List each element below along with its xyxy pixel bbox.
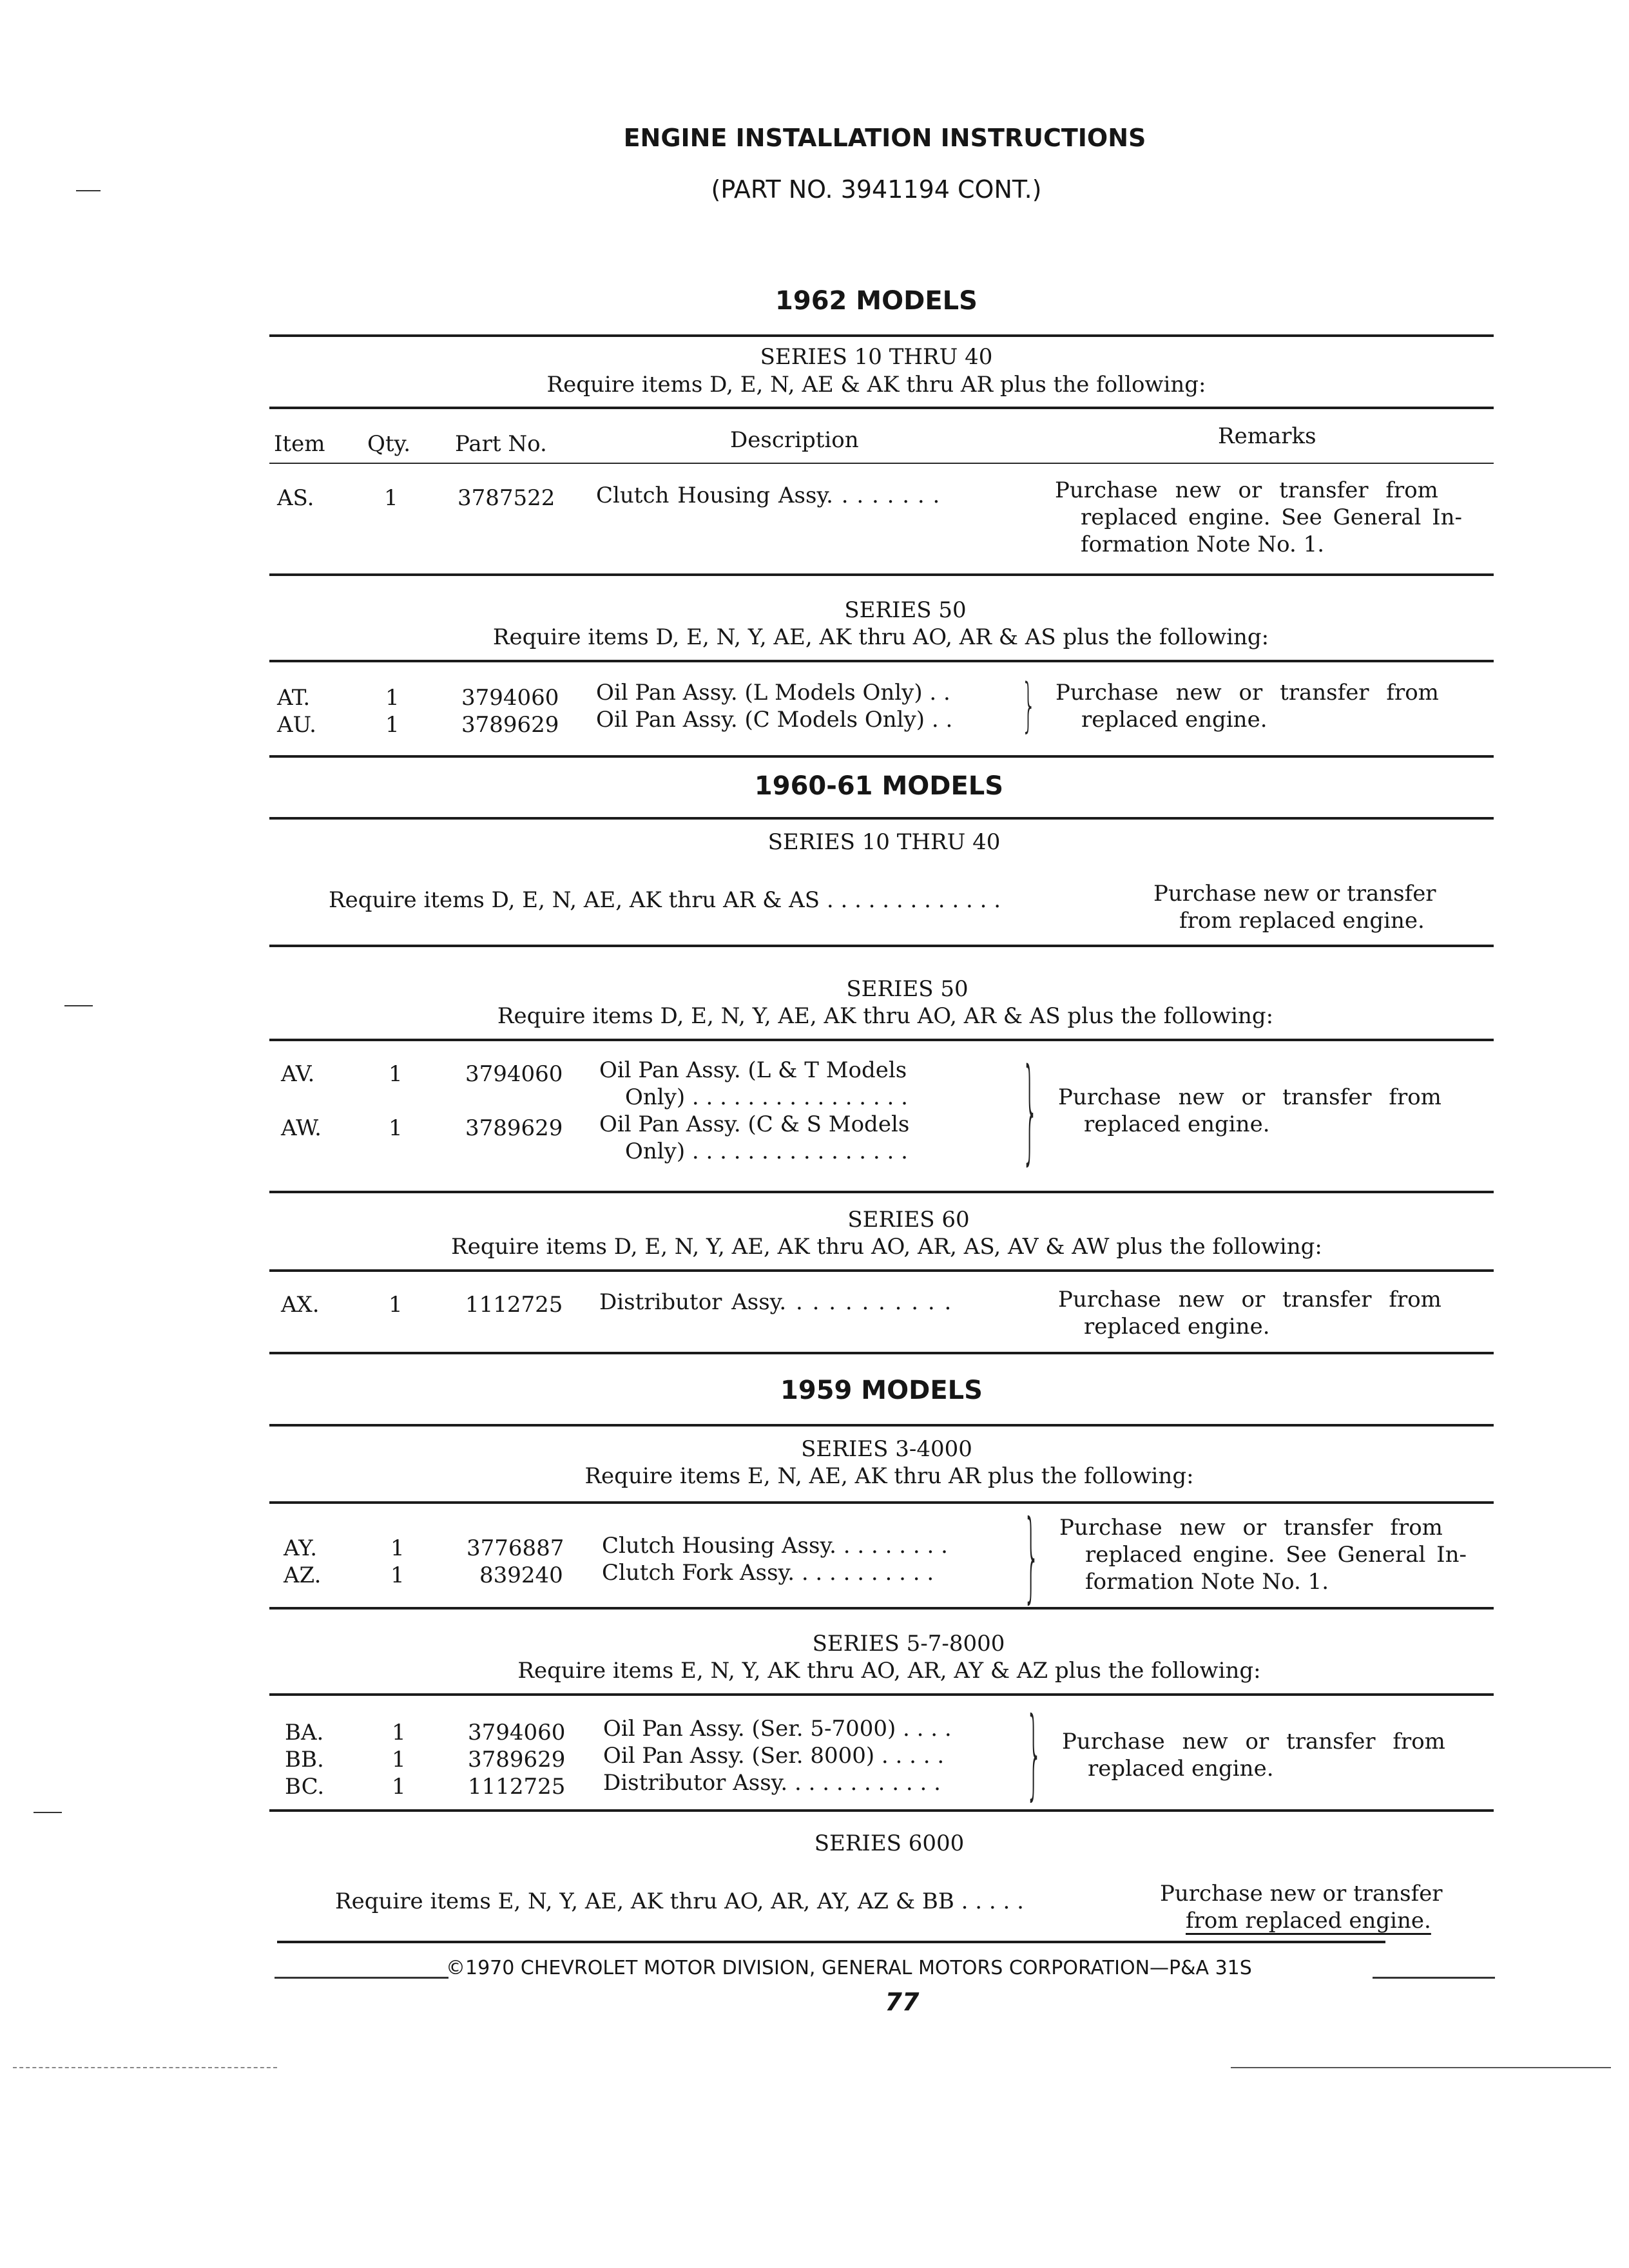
- remarks-line: Purchase new or transfer from: [1055, 680, 1439, 706]
- remarks-line: Purchase new or transfer from: [1058, 1287, 1441, 1312]
- series-name: SERIES 10 THRU 40: [767, 829, 1001, 855]
- row-qty: 1: [392, 1774, 406, 1800]
- row-description-cont: Only) . . . . . . . . . . . . . . . .: [625, 1084, 908, 1110]
- divider: [269, 1191, 1494, 1193]
- row-description: Clutch Housing Assy. . . . . . . .: [596, 483, 940, 508]
- right-brace: }: [1022, 1044, 1039, 1177]
- remarks-line: formation Note No. 1.: [1081, 532, 1325, 557]
- row-part-no: 3776887: [467, 1535, 564, 1561]
- row-item: BC.: [285, 1774, 325, 1800]
- footer-rule-right: [1373, 1977, 1495, 1979]
- row-item: AU.: [277, 712, 316, 738]
- margin-mark: [76, 190, 101, 191]
- divider: [269, 407, 1494, 409]
- row-description-cont: Only) . . . . . . . . . . . . . . . .: [625, 1139, 908, 1164]
- series-requirement: Require items D, E, N, Y, AE, AK thru AO, AR & AS plus the following:: [497, 1003, 1274, 1029]
- series-name: SERIES 50: [846, 976, 969, 1002]
- remarks-line: Purchase new or transfer from: [1059, 1515, 1443, 1541]
- remarks-line: Purchase new or transfer: [1153, 881, 1436, 907]
- row-item: AT.: [277, 685, 311, 711]
- row-qty: 1: [384, 485, 398, 511]
- row-part-no: 3794060: [461, 685, 559, 711]
- divider: [269, 1352, 1494, 1354]
- series-name: SERIES 10 THRU 40: [760, 344, 993, 370]
- margin-mark: [64, 1005, 93, 1006]
- row-qty: 1: [389, 1115, 403, 1141]
- divider: [269, 1269, 1494, 1272]
- series-requirement: Require items E, N, Y, AK thru AO, AR, AY & AZ plus the following:: [517, 1658, 1261, 1684]
- remarks-line: Purchase new or transfer: [1160, 1881, 1443, 1907]
- row-item: AW.: [281, 1115, 322, 1141]
- row-description: Oil Pan Assy. (Ser. 5-7000) . . . .: [603, 1716, 952, 1742]
- row-part-no: 3794060: [465, 1061, 563, 1087]
- remarks-line: from replaced engine.: [1179, 908, 1425, 934]
- remarks-line: formation Note No. 1.: [1085, 1569, 1329, 1595]
- remarks-line: replaced engine.: [1084, 1111, 1270, 1137]
- document-title: ENGINE INSTALLATION INSTRUCTIONS: [623, 124, 1146, 152]
- row-qty: 1: [390, 1562, 405, 1588]
- right-brace: }: [1026, 1696, 1043, 1811]
- row-description: Oil Pan Assy. (Ser. 8000) . . . . .: [603, 1743, 945, 1769]
- series-name: SERIES 5-7-8000: [812, 1631, 1005, 1657]
- divider: [269, 755, 1494, 758]
- scan-edge-rule: [13, 2067, 277, 2068]
- row-part-no: 3789629: [461, 712, 559, 738]
- row-item: AZ.: [284, 1562, 322, 1588]
- row-item: AV.: [281, 1061, 315, 1087]
- row-part-no: 3787522: [458, 485, 555, 511]
- row-qty: 1: [390, 1535, 405, 1561]
- row-description: Distributor Assy. . . . . . . . . . . .: [603, 1770, 941, 1796]
- row-qty: 1: [389, 1061, 403, 1087]
- row-item: BA.: [285, 1720, 324, 1745]
- series-name: SERIES 50: [844, 597, 967, 623]
- divider: [269, 945, 1494, 947]
- column-header-remarks: Remarks: [1218, 423, 1316, 449]
- section-title-1959: 1959 MODELS: [780, 1376, 983, 1405]
- row-item: AS.: [277, 485, 314, 511]
- row-qty: 1: [385, 685, 400, 711]
- remarks-line: replaced engine. See General In-: [1085, 1542, 1467, 1568]
- margin-mark: [34, 1812, 62, 1813]
- row-description: Oil Pan Assy. (L Models Only) . .: [596, 680, 950, 706]
- row-qty: 1: [385, 712, 400, 738]
- remarks-line: Purchase new or transfer from: [1058, 1084, 1441, 1110]
- divider: [269, 1039, 1494, 1041]
- row-description: Oil Pan Assy. (C Models Only) . .: [596, 707, 953, 733]
- divider: [269, 817, 1494, 820]
- row-part-no: 1112725: [465, 1292, 563, 1318]
- series-requirement: Require items E, N, Y, AE, AK thru AO, AR, AY, AZ & BB . . . . .: [335, 1888, 1024, 1914]
- row-part-no: 3789629: [465, 1115, 563, 1141]
- series-requirement: Require items D, E, N, Y, AE, AK thru AO, AR, AS, AV & AW plus the following:: [451, 1234, 1322, 1260]
- row-qty: 1: [392, 1747, 406, 1773]
- scan-edge-rule: [1231, 2067, 1611, 2068]
- divider: [269, 1693, 1494, 1696]
- series-name: SERIES 6000: [814, 1831, 965, 1856]
- series-name: SERIES 3-4000: [801, 1436, 972, 1462]
- divider: [269, 463, 1494, 464]
- series-requirement: Require items D, E, N, AE & AK thru AR plus the following:: [546, 372, 1206, 398]
- row-part-no: 839240: [479, 1562, 563, 1588]
- row-part-no: 3794060: [468, 1720, 566, 1745]
- divider: [269, 573, 1494, 576]
- row-part-no: 3789629: [468, 1747, 566, 1773]
- footer-rule-left: [275, 1977, 448, 1979]
- divider: [269, 660, 1494, 662]
- row-qty: 1: [392, 1720, 406, 1745]
- column-header-item: Item: [274, 431, 325, 457]
- remarks-line: replaced engine.: [1084, 1314, 1270, 1340]
- row-description: Oil Pan Assy. (C & S Models: [599, 1111, 910, 1137]
- right-brace: }: [1023, 1499, 1040, 1613]
- column-header-description: Description: [730, 427, 859, 453]
- divider: [269, 1424, 1494, 1427]
- row-description: Clutch Housing Assy. . . . . . . . .: [602, 1533, 948, 1559]
- series-name: SERIES 60: [847, 1207, 970, 1233]
- section-title-1960-61: 1960-61 MODELS: [754, 771, 1004, 801]
- column-header-part-no: Part No.: [455, 431, 547, 457]
- row-item: AX.: [281, 1292, 320, 1318]
- row-description: Distributor Assy. . . . . . . . . . .: [599, 1289, 952, 1315]
- document-subtitle: (PART NO. 3941194 CONT.): [711, 175, 1042, 204]
- divider: [269, 1501, 1494, 1504]
- remarks-line: replaced engine. See General In-: [1081, 505, 1462, 530]
- page-number: 77: [885, 1988, 920, 2016]
- row-qty: 1: [389, 1292, 403, 1318]
- copyright-notice: ©1970 CHEVROLET MOTOR DIVISION, GENERAL MOTORS CORPORATION—P&A 31S: [446, 1957, 1252, 1979]
- remarks-line: replaced engine.: [1088, 1756, 1274, 1782]
- series-requirement: Require items D, E, N, Y, AE, AK thru AO, AR & AS plus the following:: [492, 624, 1269, 650]
- remarks-line: from replaced engine.: [1186, 1908, 1431, 1934]
- row-description: Clutch Fork Assy. . . . . . . . . . .: [602, 1560, 934, 1586]
- remarks-line: replaced engine.: [1081, 707, 1268, 733]
- series-requirement: Require items E, N, AE, AK thru AR plus the following:: [584, 1463, 1194, 1489]
- section-title-1962: 1962 MODELS: [775, 286, 978, 316]
- remarks-line: Purchase new or transfer from: [1055, 477, 1438, 503]
- row-description: Oil Pan Assy. (L & T Models: [599, 1057, 907, 1083]
- divider: [277, 1941, 1385, 1943]
- row-part-no: 1112725: [468, 1774, 566, 1800]
- remarks-line: Purchase new or transfer from: [1062, 1729, 1445, 1754]
- row-item: AY.: [284, 1535, 318, 1561]
- series-requirement: Require items D, E, N, AE, AK thru AR & AS . . . . . . . . . . . . .: [329, 887, 1001, 913]
- divider: [269, 1809, 1494, 1812]
- divider: [269, 1607, 1494, 1610]
- divider: [269, 334, 1494, 337]
- column-header-qty: Qty.: [367, 431, 411, 457]
- right-brace: }: [1021, 671, 1036, 740]
- row-item: BB.: [285, 1747, 324, 1773]
